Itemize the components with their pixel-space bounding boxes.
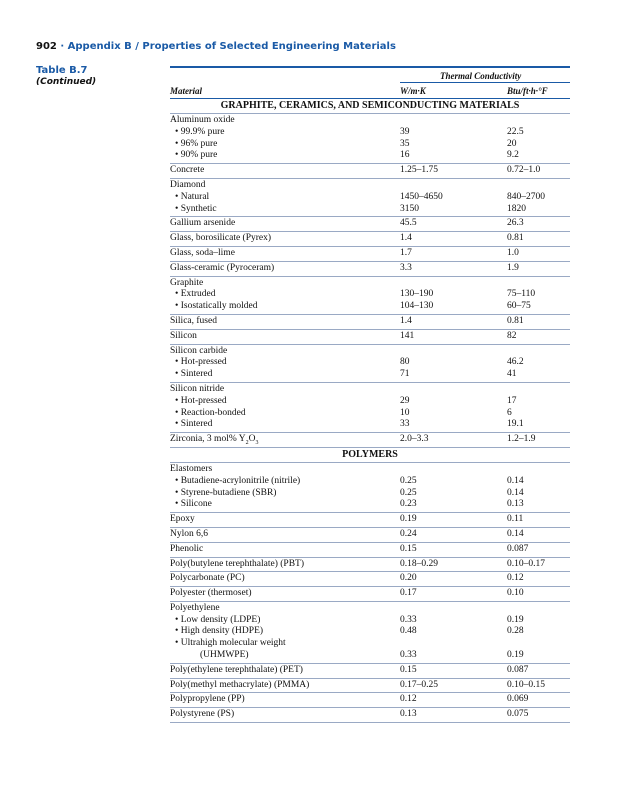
page-number: 902 — [36, 41, 57, 52]
material-cell: Glass-ceramic (Pyroceram) — [170, 262, 275, 273]
us-value-cell: 1820 — [507, 203, 526, 214]
si-value-cell: 0.12 — [400, 694, 417, 705]
table-row — [170, 679, 570, 693]
material-cell: Polyethylene — [170, 602, 220, 613]
table-row — [170, 543, 570, 557]
material-cell: • Isostatically molded — [170, 301, 257, 313]
si-value-cell: 33 — [400, 419, 410, 430]
material-cell: Diamond — [170, 179, 206, 190]
us-value-cell: 1.9 — [507, 262, 519, 273]
si-value-cell: 0.33 — [400, 650, 417, 661]
us-value-cell: 6 — [507, 407, 512, 418]
si-value-cell: 1.25–1.75 — [400, 165, 438, 176]
si-value-cell: 35 — [400, 138, 410, 149]
si-value-cell: 1.4 — [400, 233, 412, 244]
table-row — [170, 315, 570, 329]
us-value-cell: 1.2–1.9 — [507, 434, 536, 445]
material-cell: Polypropylene (PP) — [170, 694, 245, 705]
table-row — [170, 179, 570, 216]
table-line — [170, 709, 570, 721]
table-row — [170, 602, 570, 663]
material-cell: Glass, borosilicate (Pyrex) — [170, 233, 272, 244]
si-value-cell: 3150 — [400, 203, 419, 214]
table-row — [170, 217, 570, 231]
table-line — [170, 301, 570, 313]
material-cell: Poly(methyl methacrylate) (PMMA) — [170, 679, 310, 690]
table-line — [170, 233, 570, 245]
material-cell: Gallium arsenide — [170, 218, 236, 229]
us-value-cell: 41 — [507, 369, 517, 380]
table-row — [170, 463, 570, 512]
table-row — [170, 558, 570, 572]
material-cell: • 90% pure — [170, 150, 217, 162]
table-row — [170, 114, 570, 163]
table-line — [170, 263, 570, 275]
table-line — [170, 384, 570, 396]
table-row — [170, 587, 570, 601]
table-caption — [36, 65, 96, 87]
si-value-cell: 10 — [400, 407, 410, 418]
material-cell: Poly(ethylene terephthalate) (PET) — [170, 664, 303, 675]
material-cell: • Sintered — [170, 369, 212, 381]
table-line — [170, 573, 570, 585]
material-cell: Silicon carbide — [170, 345, 228, 356]
us-value-cell: 0.087 — [507, 664, 529, 675]
si-value-cell: 0.23 — [400, 499, 417, 510]
si-unit-column-header: W/m·K — [400, 86, 426, 96]
table-row — [170, 164, 570, 178]
material-cell: Graphite — [170, 277, 204, 288]
table-line — [170, 289, 570, 301]
material-cell: • High density (HDPE) — [170, 626, 263, 638]
material-cell: Silicon nitride — [170, 383, 225, 394]
si-value-cell: 1.7 — [400, 247, 412, 258]
us-value-cell: 9.2 — [507, 150, 519, 161]
si-value-cell: 0.17–0.25 — [400, 679, 438, 690]
material-cell: Silica, fused — [170, 315, 217, 326]
us-value-cell: 0.28 — [507, 626, 524, 637]
us-value-cell: 0.19 — [507, 614, 524, 625]
table-line — [170, 127, 570, 139]
si-value-cell: 130–190 — [400, 289, 434, 300]
table-row — [170, 664, 570, 678]
si-value-cell: 2.0–3.3 — [400, 434, 429, 445]
material-cell: • Ultrahigh molecular weight — [170, 638, 286, 650]
table-line — [170, 665, 570, 677]
appendix-label: Appendix B — [67, 41, 132, 52]
material-cell: Phenolic — [170, 543, 204, 554]
table-line — [170, 488, 570, 500]
us-value-cell: 0.81 — [507, 233, 524, 244]
table-label: Table B.7 — [36, 65, 88, 76]
table-line — [170, 603, 570, 615]
thermal-conductivity-table — [170, 66, 570, 723]
us-value-cell: 0.14 — [507, 475, 524, 486]
us-value-cell: 0.10–0.15 — [507, 679, 545, 690]
material-cell: Nylon 6,6 — [170, 528, 208, 539]
si-value-cell: 0.17 — [400, 588, 417, 599]
table-line — [170, 396, 570, 408]
section-heading: GRAPHITE, CERAMICS, AND SEMICONDUCTING MATERIALS — [220, 100, 520, 111]
us-value-cell: 0.075 — [507, 709, 529, 720]
table-row — [170, 232, 570, 246]
si-value-cell: 39 — [400, 126, 410, 137]
row-separator — [170, 722, 570, 723]
us-value-cell: 19.1 — [507, 419, 524, 430]
material-cell: • Natural — [170, 192, 209, 204]
material-cell: • Extruded — [170, 289, 216, 301]
table-line — [170, 434, 570, 446]
table-row — [170, 345, 570, 382]
table-line — [170, 369, 570, 381]
table-line — [170, 638, 570, 650]
us-value-cell: 17 — [507, 395, 517, 406]
us-value-cell: 0.12 — [507, 573, 524, 584]
section-heading: POLYMERS — [342, 448, 398, 460]
si-value-cell: 0.25 — [400, 475, 417, 486]
table-line — [170, 626, 570, 638]
us-value-cell: 22.5 — [507, 126, 524, 137]
header-slash: / — [135, 41, 139, 52]
si-value-cell: 0.24 — [400, 528, 417, 539]
us-value-cell: 0.14 — [507, 528, 524, 539]
material-cell: (UHMWPE) — [200, 650, 249, 661]
header-separator: · — [60, 41, 65, 52]
si-value-cell: 0.33 — [400, 614, 417, 625]
material-cell: • 99.9% pure — [170, 127, 225, 139]
table-line — [170, 615, 570, 627]
table-line — [170, 331, 570, 343]
material-column-header: Material — [170, 86, 203, 96]
us-value-cell: 0.087 — [507, 543, 529, 554]
si-value-cell: 0.15 — [400, 664, 417, 675]
si-value-cell: 1450–4650 — [400, 191, 443, 202]
material-cell: • Silicone — [170, 499, 212, 511]
table-line — [170, 476, 570, 488]
table-line — [170, 150, 570, 162]
table-row — [170, 513, 570, 527]
us-value-cell: 0.11 — [507, 514, 524, 525]
table-row — [170, 433, 570, 447]
material-cell: Polyester (thermoset) — [170, 588, 252, 599]
table-line — [170, 218, 570, 230]
table-line — [170, 165, 570, 177]
material-cell: • Sintered — [170, 419, 212, 431]
material-cell: • Synthetic — [170, 204, 217, 216]
material-cell: Polycarbonate (PC) — [170, 573, 245, 584]
table-line — [170, 115, 570, 127]
material-cell: Elastomers — [170, 463, 213, 474]
si-value-cell: 29 — [400, 395, 410, 406]
si-value-cell: 3.3 — [400, 262, 412, 273]
material-cell: • 96% pure — [170, 139, 217, 151]
si-value-cell: 71 — [400, 369, 410, 380]
table-line — [170, 588, 570, 600]
table-line — [170, 357, 570, 369]
si-value-cell: 80 — [400, 357, 410, 368]
table-row — [170, 572, 570, 586]
material-cell: Silicon — [170, 330, 197, 341]
us-value-cell: 0.19 — [507, 650, 524, 661]
yttria-formula: $Y_2O_3$ — [238, 434, 259, 447]
si-value-cell: 141 — [400, 330, 415, 341]
table-line — [170, 559, 570, 571]
si-value-cell: 0.18–0.29 — [400, 558, 438, 569]
table-continued: (Continued) — [36, 77, 97, 87]
si-value-cell: 16 — [400, 150, 410, 161]
si-value-cell: 0.25 — [400, 487, 417, 498]
thermal-conductivity-heading: Thermal Conductivity — [440, 71, 522, 81]
table-line — [170, 139, 570, 151]
us-unit-column-header: Btu/ft·h·°F — [507, 86, 548, 96]
material-cell: • Butadiene-acrylonitrile (nitrile) — [170, 476, 300, 488]
us-value-cell: 46.2 — [507, 357, 524, 368]
material-cell: Poly(butylene terephthalate) (PBT) — [170, 558, 305, 569]
material-cell: • Styrene-butadiene (SBR) — [170, 488, 276, 500]
material-cell: Aluminum oxide — [170, 115, 235, 125]
material-cell: • Hot-pressed — [170, 396, 227, 408]
us-value-cell: 0.72–1.0 — [507, 165, 541, 176]
material-cell: • Reaction-bonded — [170, 408, 246, 420]
material-cell: Epoxy — [170, 514, 195, 525]
us-value-cell: 75–110 — [507, 289, 536, 300]
column-group-header — [170, 68, 570, 83]
us-value-cell: 20 — [507, 138, 517, 149]
table-row — [170, 383, 570, 432]
material-cell: Polystyrene (PS) — [170, 709, 235, 720]
table-line — [170, 346, 570, 358]
us-value-cell: 0.81 — [507, 315, 524, 326]
table-row — [170, 277, 570, 314]
us-value-cell: 0.10 — [507, 588, 524, 599]
table-line — [170, 204, 570, 216]
us-value-cell: 840–2700 — [507, 191, 545, 202]
table-row — [170, 693, 570, 707]
us-value-cell: 60–75 — [507, 301, 531, 312]
material-cell: Zirconia, 3 mol% $Y_2O_3$ — [170, 434, 259, 447]
column-headers — [170, 83, 570, 98]
table-row — [170, 330, 570, 344]
si-value-cell: 0.13 — [400, 709, 417, 720]
table-line — [170, 180, 570, 192]
si-value-cell: 0.19 — [400, 514, 417, 525]
material-cell: • Hot-pressed — [170, 357, 227, 369]
table-row — [170, 708, 570, 722]
si-value-cell: 0.15 — [400, 543, 417, 554]
table-row — [170, 262, 570, 276]
si-value-cell: 0.20 — [400, 573, 417, 584]
us-value-cell: 0.069 — [507, 694, 529, 705]
table-line — [170, 499, 570, 511]
si-value-cell: 1.4 — [400, 315, 412, 326]
si-value-cell: 104–130 — [400, 301, 434, 312]
table-line — [170, 192, 570, 204]
table-line — [170, 529, 570, 541]
appendix-title: Properties of Selected Engineering Materials — [142, 41, 396, 52]
us-value-cell: 26.3 — [507, 218, 524, 229]
us-value-cell: 0.10–0.17 — [507, 558, 545, 569]
table-line — [170, 419, 570, 431]
si-value-cell: 45.5 — [400, 218, 417, 229]
table-line — [170, 680, 570, 692]
table-line — [170, 278, 570, 290]
si-value-cell: 0.48 — [400, 626, 417, 637]
table-line — [170, 514, 570, 526]
table-body — [170, 99, 570, 723]
us-value-cell: 1.0 — [507, 247, 519, 258]
table-line — [170, 408, 570, 420]
us-value-cell: 0.14 — [507, 487, 524, 498]
material-cell: Concrete — [170, 165, 205, 176]
material-cell: Glass, soda–lime — [170, 247, 235, 258]
table-line — [170, 248, 570, 260]
table-line — [170, 464, 570, 476]
us-value-cell: 0.13 — [507, 499, 524, 510]
table-row — [170, 247, 570, 261]
material-cell: • Low density (LDPE) — [170, 615, 260, 627]
page-header — [36, 41, 396, 52]
table-row — [170, 528, 570, 542]
table-line — [170, 650, 570, 662]
table-line — [170, 694, 570, 706]
us-value-cell: 82 — [507, 330, 517, 341]
table-line — [170, 316, 570, 328]
table-line — [170, 544, 570, 556]
